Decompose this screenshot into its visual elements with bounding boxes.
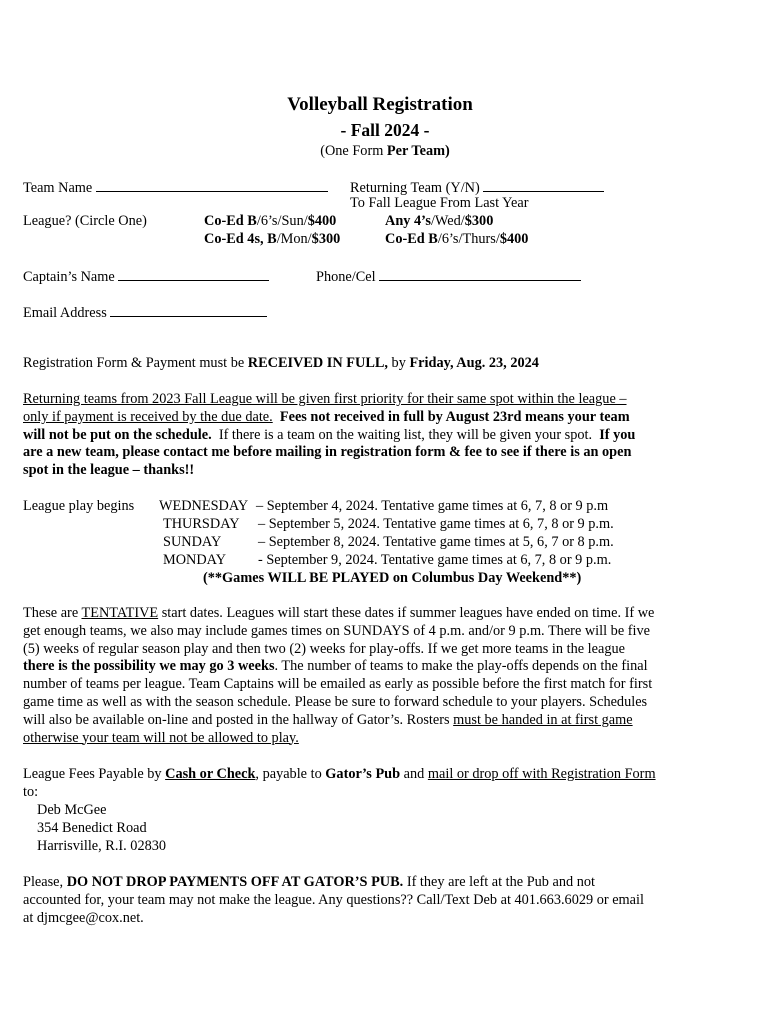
schedule-detail: – September 5, 2024. Tentative game times at 6, 7, 8 or 9 p.m. xyxy=(258,516,614,532)
league-option-name: Any 4’s xyxy=(385,213,431,229)
league-option-price: $300 xyxy=(311,231,341,247)
returning-team-label: Returning Team (Y/N) xyxy=(350,180,480,196)
captain-name-field[interactable] xyxy=(23,266,269,287)
fees-and: and xyxy=(400,766,428,782)
league-option-price: $400 xyxy=(499,231,529,247)
schedule-day: MONDAY xyxy=(163,552,227,568)
page-title: Volleyball Registration xyxy=(287,94,473,115)
league-option-coed-b-sun[interactable] xyxy=(204,213,336,231)
schedule-day: THURSDAY xyxy=(163,516,240,532)
fees-pre: League Fees Payable by xyxy=(23,766,166,782)
priority-new-team-bold: If you are a new team, please contact me before mailing in registration form & fee to see if there is an open spot in the league – thanks!! xyxy=(23,426,636,479)
form-note xyxy=(0,143,770,161)
phone-label: Phone/Cel xyxy=(316,269,376,285)
schedule-detail: – September 4, 2024. Tentative game times at 6, 7, 8 or 9 p.m xyxy=(256,498,609,514)
schedule-detail: – September 8, 2024. Tentative game times at 5, 6, 7 or 8 p.m. xyxy=(258,534,614,550)
league-option-any-4s-wed[interactable] xyxy=(385,213,493,231)
priority-underlined: Returning teams from 2023 Fall League will be given first priority for their same spot within the league – only if payment is received by the due date. xyxy=(23,391,627,425)
league-option-coed-4s-mon[interactable] xyxy=(204,231,340,249)
league-option-detail: /6’s/Sun/ xyxy=(256,213,308,229)
captain-name-label: Captain’s Name xyxy=(23,269,115,285)
tentative-text: start dates. Leagues will start these dates if summer leagues have ended on time. If we get enough teams, we also may include games times on SUNDAYS of 4 p.m. and/or 9 p.m. There will be five (5) weeks of regular season play and then two (2) weeks for play-offs. If we get more teams in the league xyxy=(23,605,655,657)
closing-paragraph xyxy=(23,874,653,927)
fees-payee: Gator’s Pub xyxy=(325,766,401,782)
tentative-paragraph xyxy=(23,605,659,747)
schedule-detail: - September 9, 2024. Tentative game times at 6, 7, 8 or 9 p.m. xyxy=(258,552,612,568)
email-blank[interactable] xyxy=(110,302,267,317)
address-line: Deb McGee xyxy=(37,802,107,818)
phone-field[interactable] xyxy=(316,266,581,287)
fees-paragraph xyxy=(23,766,663,802)
league-option-name: Co-Ed B xyxy=(204,213,257,229)
tentative-bold: there is the possibility we may go 3 weeks xyxy=(23,658,275,675)
league-option-detail: /Mon/ xyxy=(276,231,312,247)
schedule-label: League play begins xyxy=(23,498,135,514)
priority-waiting-text: If there is a team on the waiting list, they will be given your spot. xyxy=(218,426,593,443)
returning-team-blank[interactable] xyxy=(483,177,604,192)
closing-text: If they are left at the Pub and not accounted for, your team may not make the league. Any questions?? Call/Text Deb at 401.663.6029 or email at djmcgee@cox.net. xyxy=(23,874,644,926)
team-name-field[interactable] xyxy=(23,177,328,198)
league-label: League? (Circle One) xyxy=(23,213,147,229)
tentative-pre: These are xyxy=(23,605,82,621)
deadline-text: Registration Form & Payment must be xyxy=(23,355,248,371)
phone-blank[interactable] xyxy=(379,266,581,281)
email-field[interactable] xyxy=(23,302,267,323)
league-option-detail: /Wed/ xyxy=(430,213,465,229)
closing-bold: DO NOT DROP PAYMENTS OFF AT GATOR’S PUB. xyxy=(66,874,404,890)
returning-team-sub: To Fall League From Last Year xyxy=(350,195,529,211)
fees-mail-underlined: mail or drop off with Registration Form xyxy=(427,766,656,782)
tentative-text-2: . The number of teams to make the play-offs depends on the final number of teams per league. Team Captains will be emailed as early as possible before the first match for first game time as well as with the season schedule. Please be sure to forward schedule to your players. Schedules will also be available on-line and posted in the hallway of Gator’s. Rosters xyxy=(23,658,653,728)
tentative-underlined: TENTATIVE xyxy=(81,605,159,621)
schedule-day: WEDNESDAY xyxy=(159,498,249,514)
address-line: Harrisville, R.I. 02830 xyxy=(37,838,167,854)
team-name-label: Team Name xyxy=(23,180,93,196)
tentative-rosters-underlined: must be handed in at first game otherwise your team will not be allowed to play. xyxy=(23,711,633,746)
league-option-name: Co-Ed B xyxy=(385,231,438,247)
priority-fees-bold: Fees not received in full by August 23rd means your team will not be put on the schedule. xyxy=(23,408,630,443)
league-option-price: $300 xyxy=(464,213,494,229)
league-option-coed-b-thurs[interactable] xyxy=(385,231,528,249)
team-name-blank[interactable] xyxy=(96,177,328,192)
priority-paragraph xyxy=(23,391,653,480)
deadline-date: Friday, Aug. 23, 2024 xyxy=(409,355,539,371)
fees-post: to: xyxy=(23,783,39,800)
address-line: 354 Benedict Road xyxy=(37,820,147,836)
deadline-by: by xyxy=(387,355,410,371)
league-option-detail: /6’s/Thurs/ xyxy=(437,231,500,247)
league-option-price: $400 xyxy=(307,213,337,229)
season-subtitle: - Fall 2024 - xyxy=(340,120,430,140)
captain-name-blank[interactable] xyxy=(118,266,269,281)
form-note-text: (One Form xyxy=(320,143,387,159)
deadline-bold: RECEIVED IN FULL, xyxy=(247,355,388,371)
fees-cash-check: Cash or Check xyxy=(165,766,256,782)
form-note-bold: Per Team) xyxy=(386,143,450,159)
closing-pre: Please, xyxy=(23,874,67,890)
league-option-name: Co-Ed 4s, B xyxy=(204,231,277,247)
deadline-line xyxy=(23,355,539,373)
schedule-note: (**Games WILL BE PLAYED on Columbus Day Weekend**) xyxy=(203,570,582,586)
email-label: Email Address xyxy=(23,305,107,321)
schedule-day: SUNDAY xyxy=(163,534,222,550)
fees-mid: , payable to xyxy=(255,766,326,782)
